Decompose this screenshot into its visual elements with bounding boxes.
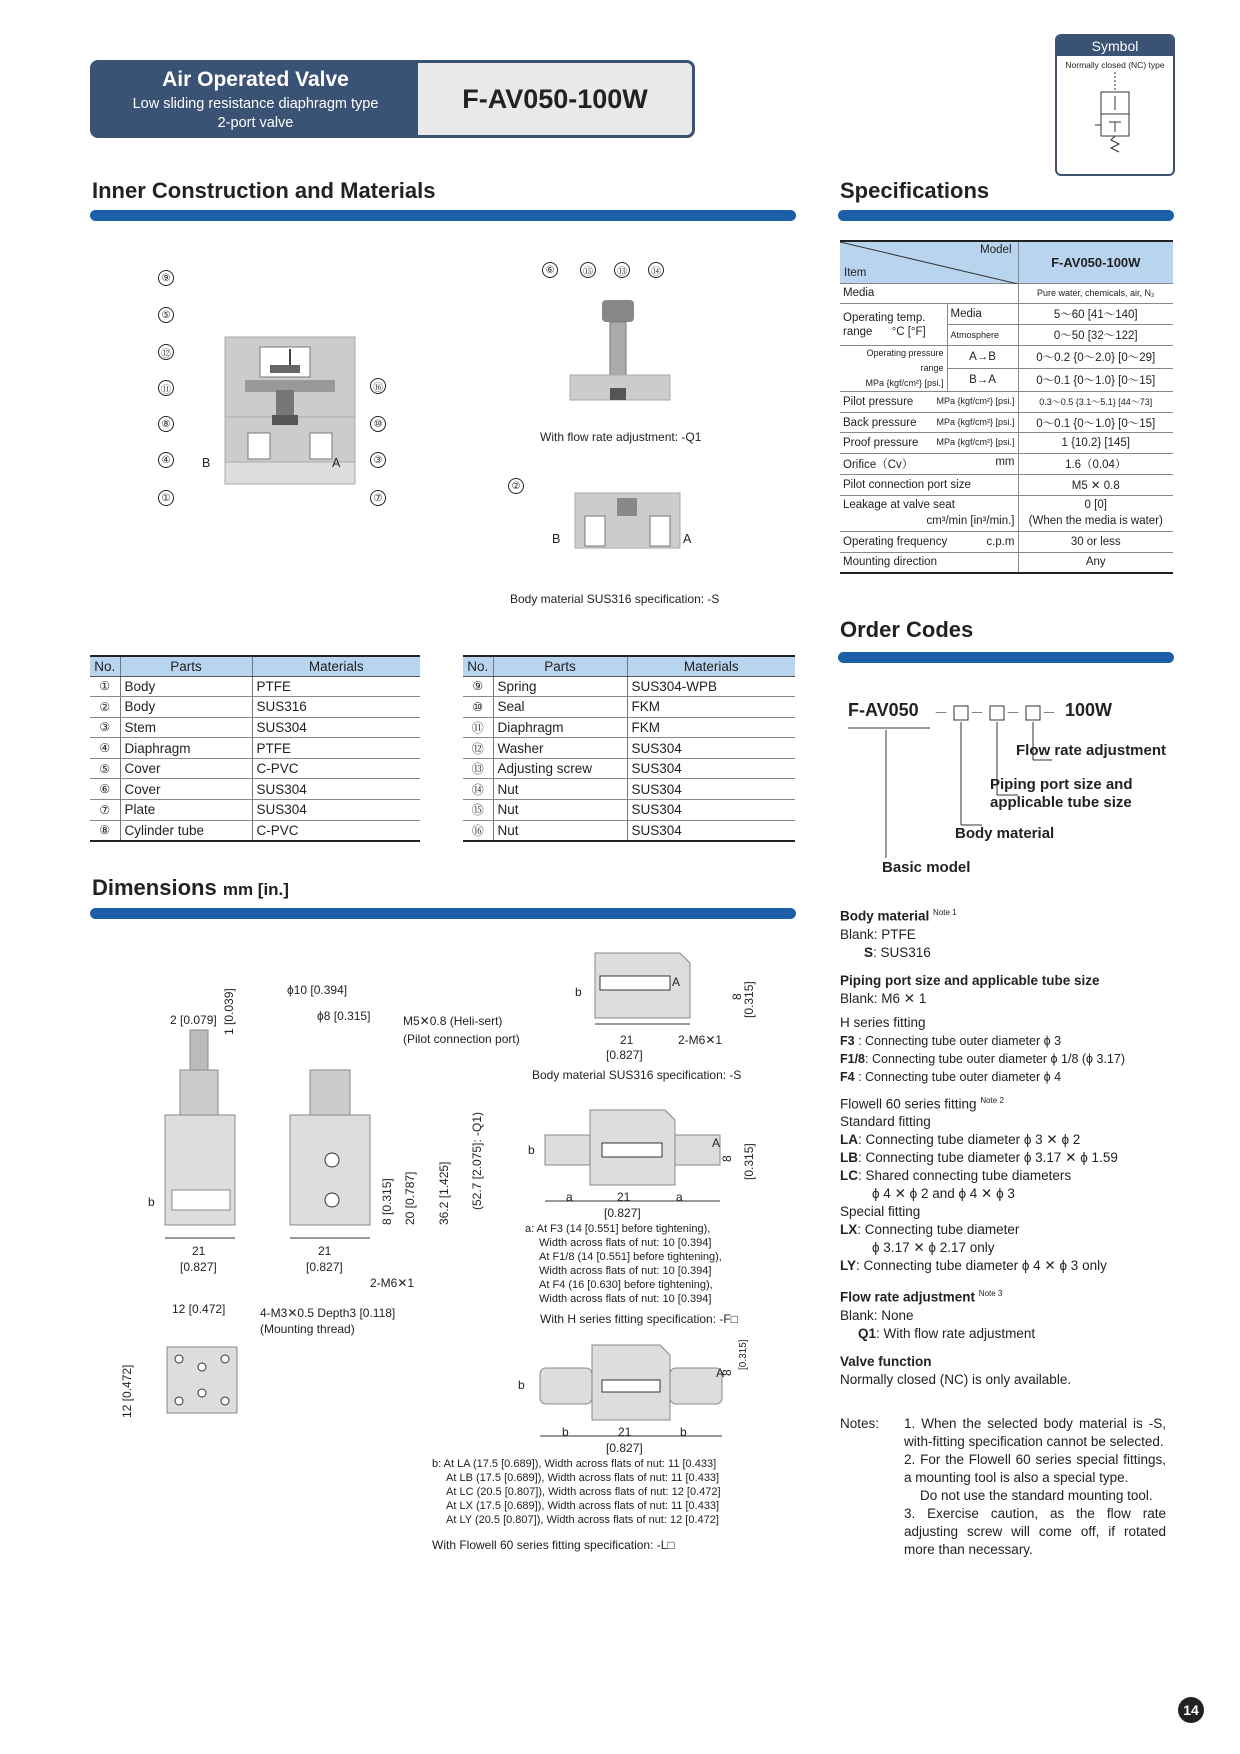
dim-l-eight-in: [0.315]: [738, 1339, 749, 1370]
note-2: 2. For the Flowell 60 series special fittings, a mounting tool is also a special type.: [904, 1451, 1166, 1485]
port-b-label: B: [202, 456, 211, 470]
lc-desc-2: ϕ 4 ✕ ϕ 2 and ϕ 4 ✕ ϕ 3: [872, 1186, 1015, 1201]
dim-s-w21in: [0.827]: [606, 1048, 643, 1062]
spec-value: 1.6（0.04）: [1018, 454, 1173, 475]
doc-title: Air Operated Valve: [162, 68, 349, 91]
spec-sub: Media: [947, 304, 1018, 325]
dim-f-b: b: [528, 1143, 535, 1157]
spec-value: 0～0.1 {0～1.0} [0～15]: [1018, 368, 1173, 391]
spec-item: Operating pressure range MPa {kgf/cm²} [psi.]: [840, 345, 947, 391]
spec-item: Media: [840, 283, 1018, 304]
spec-item: Orifice（Cv） mm: [840, 454, 1018, 475]
spec-value: 0.3～0.5 {3.1～5.1} [44～73]: [1018, 391, 1173, 412]
flowell-title: Flowell 60 series fitting: [840, 1096, 977, 1111]
spec-item: Leakage at valve seat cm³/min [in³/min.]: [840, 495, 1018, 531]
dim-s-m6: 2-M6✕1: [678, 1033, 723, 1047]
ly-desc: : Connecting tube diameter ϕ 4 ✕ ϕ 3 only: [856, 1258, 1107, 1273]
dim-h8: 8 [0.315]: [380, 1178, 394, 1225]
spec-value: 0～50 [32～122]: [1018, 325, 1173, 346]
dim-m6-a: 2-M6✕1: [370, 1276, 415, 1290]
order-label-basic: Basic model: [882, 859, 971, 876]
s-drawing: [555, 488, 705, 558]
callout-10: ⑩: [370, 416, 386, 432]
dim-w21-a: 21: [192, 1244, 206, 1258]
dim-h12: 12 [0.472]: [120, 1364, 134, 1418]
dim-b-label: b: [148, 1195, 155, 1209]
flow-title: Flow rate adjustment: [840, 1289, 976, 1305]
q1-desc: : With flow rate adjustment: [876, 1325, 1036, 1341]
callout-8: ⑧: [158, 416, 174, 432]
page-number: 14: [1178, 1697, 1204, 1723]
dim-f-a: A: [712, 1136, 721, 1150]
dim-w21in-b: [0.827]: [306, 1260, 343, 1274]
lc-desc: : Shared connecting tube diameters: [858, 1168, 1072, 1183]
order-bar: [838, 652, 1174, 663]
spec-item: Proof pressure MPa {kgf/cm²} [psi.]: [840, 433, 1018, 454]
spec-item: Mounting direction: [840, 552, 1018, 573]
dim-h1: 1 [0.039]: [222, 988, 236, 1035]
dim-d10: ϕ10 [0.394]: [287, 983, 348, 997]
dim-pilot: (Pilot connection port): [403, 1032, 520, 1046]
dim-l-b1: b: [562, 1425, 569, 1439]
parts-table-left: No. Parts Materials ① Body PTFE ② Body SUS316 ③ Stem SUS304 ④ Diaphragm PTFE ⑤ Cover C-PVC ⑥ Cover SUS304 ⑦ Plate SUS304 ⑧ Cylinder tube C-PVC: [90, 655, 420, 842]
svg-text:－: －: [1042, 705, 1056, 721]
dims-bar: [90, 908, 796, 919]
spec-bar: [838, 210, 1174, 221]
table-row: ② Body SUS316: [90, 697, 420, 718]
table-row: ⑦ Plate SUS304: [90, 800, 420, 821]
q1-drawing: [555, 290, 685, 410]
symbol-box: [1055, 34, 1175, 176]
spec-value: Pure water, chemicals, air, N₂: [1018, 283, 1173, 304]
inner-heading: Inner Construction and Materials: [92, 178, 436, 203]
table-row: ⑪ Diaphragm FKM: [463, 717, 795, 738]
dim-s-w21: 21: [620, 1033, 634, 1047]
callout-1: ①: [158, 490, 174, 506]
spec-value: 1 {10.2} [145]: [1018, 433, 1173, 454]
dim-s-a: A: [672, 975, 681, 989]
spec-sub: Atmosphere: [947, 325, 1018, 346]
callout-11: ⑪: [158, 380, 174, 396]
table-row: ⑫ Washer SUS304: [463, 738, 795, 759]
table-row: ⑩ Seal FKM: [463, 697, 795, 718]
order-label-port-2: applicable tube size: [990, 794, 1132, 811]
spec-value: 0 [0] (When the media is water): [1018, 495, 1173, 531]
table-row: ④ Diaphragm PTFE: [90, 738, 420, 759]
svg-text:－: －: [934, 705, 948, 721]
table-row: ⑬ Adjusting screw SUS304: [463, 758, 795, 779]
dim-m3a: 4-M3✕0.5 Depth3 [0.118]: [260, 1306, 396, 1320]
order-label-flow: Flow rate adjustment: [1016, 742, 1167, 759]
a-notes: a: At F3 (14 [0.551] before tightening), Width across flats of nut: 10 [0.394] At F1/8 (14 [0.551] before tightening), Width across flats of nut: 10 [0.394] At F4 (16 [0.630] before tightening), Width across flats of nut: 10 [0.394]: [525, 1223, 722, 1305]
body-s-key: S: [864, 944, 874, 960]
caption-dims-f: With H series fitting specification: -F□: [540, 1312, 738, 1326]
symbol-title: Symbol: [1057, 36, 1173, 56]
callout-7: ⑦: [370, 490, 386, 506]
spec-heading: Specifications: [840, 178, 990, 203]
table-row: ⑮ Nut SUS304: [463, 800, 795, 821]
valve-symbol-icon: [1057, 70, 1173, 170]
note-3: 3. Exercise caution, as the flow rate adjusting screw will come off, if rotated more than necessary.: [904, 1505, 1166, 1557]
f18-desc: : Connecting tube outer diameter ϕ 1/8 (ϕ 3.17): [865, 1051, 1125, 1066]
standard-fitting: Standard fitting: [840, 1114, 931, 1129]
dim-f-eight-in: [0.315]: [742, 1143, 756, 1180]
valve-desc: Normally closed (NC) is only available.: [840, 1371, 1072, 1387]
spec-sub: B→A: [947, 368, 1018, 391]
callout-3: ③: [370, 452, 386, 468]
order-base: F-AV050: [848, 700, 919, 720]
port-title: Piping port size and applicable tube size: [840, 972, 1100, 988]
order-details: Body material $^{Note 1}$ Blank: PTFE S: SUS316 Piping port size and applicable tube size Blank: M6 ✕ 1 H series fitting F3 : Connecting tube outer diameter ϕ 3 F1/8: Connecting tube outer diameter ϕ 1/8 (ϕ 3.17) F4 : Connecting tube outer diameter ϕ 4 Flowell 60 series fitting $^{Note 2}$ Standard fitting LA: Connecting tube diameter ϕ 3 ✕ ϕ 2 LB: Connecting tube diameter ϕ 3.17 ✕ ϕ 1.59 LC: Shared connecting tube diameters ϕ 4 ✕ ϕ 2 and ϕ 4 ✕ ϕ 3 Special fitting LX: Connecting tube diameter ϕ 3.17 ✕ ϕ 2.17 only LY: Connecting tube diameter ϕ 4 ✕ ϕ 3 only Flow rate adjustment $^{Note 3}$ Blank: None Q1: With flow rate adjustment Valve function Normally closed (NC) is only available. Notes: 1. When the selected body material is -S, with-fitting specification cannot be selected. 2. For the Flowell 60 series special fittings, a mounting tool is also a special type. Do not use the standard mounting tool. 3. Exercise caution, as the flow rate adjusting screw will come off, if rotated more than necessary.: [840, 904, 1170, 1559]
callout-4: ④: [158, 452, 174, 468]
callout-12: ⑫: [158, 344, 174, 360]
table-row: ⑤ Cover C-PVC: [90, 758, 420, 779]
h-series: H series fitting: [840, 1014, 926, 1030]
mount-hole-drawing: [165, 1345, 245, 1420]
lx-desc: : Connecting tube diameter: [857, 1222, 1020, 1237]
body-s: : SUS316: [873, 944, 931, 960]
callout-16: ⑯: [370, 378, 386, 394]
dim-l-eight: 8: [720, 1369, 734, 1376]
title-box: [90, 60, 695, 138]
special-fitting: Special fitting: [840, 1204, 921, 1219]
table-row: ⑭ Nut SUS304: [463, 779, 795, 800]
b-notes: b: At LA (17.5 [0.689]), Width across flats of nut: 11 [0.433] At LB (17.5 [0.689]), Width across flats of nut: 11 [0.433] At LC (20.5 [0.807]), Width across flats of nut: 12 [0.472] At LX (17.5 [0.689]), Width across flats of nut: 11 [0.433] At LY (20.5 [0.807]), Width across flats of nut: 12 [0.472]: [432, 1458, 721, 1526]
f3-desc: : Connecting tube outer diameter ϕ 3: [854, 1033, 1062, 1048]
s-port-b: B: [552, 532, 561, 546]
dim-h52: (52.7 [2.075]: -Q1): [470, 1111, 484, 1210]
dim-h20: 20 [0.787]: [403, 1171, 417, 1225]
dim-f-eight: 8: [720, 1155, 734, 1162]
dim-h36: 36.2 [1.425]: [437, 1161, 451, 1225]
note-1-ref: Note 1: [933, 908, 957, 917]
dim-s-eight: 8: [730, 993, 744, 1000]
dim-w21-b: 21: [318, 1244, 332, 1258]
spec-model: F-AV050-100W: [1018, 241, 1173, 283]
table-row: ③ Stem SUS304: [90, 717, 420, 738]
callout-6: ⑥: [542, 262, 558, 278]
dim-f-w21in: [0.827]: [604, 1206, 641, 1220]
flow-blank: Blank: None: [840, 1307, 914, 1323]
spec-value: Any: [1018, 552, 1173, 573]
dims-drawing-main: [140, 1000, 400, 1270]
doc-subtitle-2: 2-port valve: [217, 115, 294, 131]
spec-item: Back pressure MPa {kgf/cm²} [psi.]: [840, 412, 1018, 433]
dim-f-a1: a: [566, 1190, 573, 1204]
parts-table-right: No. Parts Materials ⑨ Spring SUS304-WPB ⑩ Seal FKM ⑪ Diaphragm FKM ⑫ Washer SUS304 ⑬ Adjusting screw SUS304 ⑭ Nut SUS304 ⑮ Nut SUS304 ⑯ Nut SUS304: [463, 655, 795, 842]
spec-item: Pilot connection port size: [840, 475, 1018, 496]
table-row: ① Body PTFE: [90, 676, 420, 697]
callout-13: ⑬: [614, 262, 630, 278]
spec-item: Operating temp. range °C [°F]: [840, 304, 947, 346]
caption-dims-l: With Flowell 60 series fitting specification: -L□: [432, 1538, 675, 1552]
spec-value: 0～0.2 {0～2.0} [0～29]: [1018, 345, 1173, 368]
svg-text:－: －: [970, 705, 984, 721]
la-desc: : Connecting tube diameter ϕ 3 ✕ ϕ 2: [858, 1132, 1081, 1147]
spec-header-cell: [840, 241, 1018, 283]
lx-desc-2: ϕ 3.17 ✕ ϕ 2.17 only: [872, 1240, 995, 1255]
dim-s-b: b: [575, 985, 582, 999]
dim-l-a: A: [716, 1366, 725, 1380]
callout-14: ⑭: [648, 262, 664, 278]
spec-value: M5 ✕ 0.8: [1018, 475, 1173, 496]
lb-desc: : Connecting tube diameter ϕ 3.17 ✕ ϕ 1.59: [858, 1150, 1118, 1165]
spec-value: 30 or less: [1018, 531, 1173, 552]
spec-model-label: Model: [980, 244, 1012, 256]
dim-f-a2: a: [676, 1190, 683, 1204]
spec-value: 5～60 [41～140]: [1018, 304, 1173, 325]
port-blank: Blank: M6 ✕ 1: [840, 990, 927, 1006]
dim-w12: 12 [0.472]: [172, 1302, 226, 1316]
caption-q1: With flow rate adjustment: -Q1: [540, 430, 702, 444]
spec-table: [840, 240, 1173, 574]
table-row: ⑧ Cylinder tube C-PVC: [90, 820, 420, 841]
port-a-label: A: [332, 456, 341, 470]
dim-l-b2: b: [680, 1425, 687, 1439]
valve-title: Valve function: [840, 1353, 932, 1369]
inner-bar: [90, 210, 796, 221]
dim-f-w21: 21: [617, 1190, 631, 1204]
order-heading: Order Codes: [840, 617, 974, 642]
order-label-port-1: Piping port size and: [990, 776, 1133, 793]
dim-m5: M5✕0.8 (Heli-sert): [403, 1014, 503, 1028]
dim-s-eight-in: [0.315]: [742, 981, 756, 1018]
spec-value: 0～0.1 {0～1.0} [0～15]: [1018, 412, 1173, 433]
note-2b: Do not use the standard mounting tool.: [920, 1487, 1153, 1503]
note-1: 1. When the selected body material is -S, with-fitting specification cannot be selected.: [904, 1415, 1166, 1449]
spec-item: Pilot pressure MPa {kgf/cm²} [psi.]: [840, 391, 1018, 412]
dim-w21in-a: [0.827]: [180, 1260, 217, 1274]
title-left: [93, 63, 418, 135]
notes: Notes: 1. When the selected body material is -S, with-fitting specification cannot be selected. 2. For the Flowell 60 series special fittings, a mounting tool is also a special type. Do not use the standard mounting tool. 3. Exercise caution, as the flow rate adjusting screw will come off, if rotated more than necessary.: [840, 1415, 1166, 1557]
table-row: ⑨ Spring SUS304-WPB: [463, 676, 795, 697]
svg-text:－: －: [1006, 705, 1020, 721]
caption-dims-s: Body material SUS316 specification: -S: [532, 1068, 742, 1082]
spec-item: Operating frequency c.p.m: [840, 531, 1018, 552]
spec-item-label: Item: [844, 266, 867, 279]
f4-desc: : Connecting tube outer diameter ϕ 4: [854, 1069, 1062, 1084]
dim-l-w21in: [0.827]: [606, 1441, 643, 1455]
dim-l-b: b: [518, 1378, 525, 1392]
table-row: ⑥ Cover SUS304: [90, 779, 420, 800]
dims-drawing-s: [590, 948, 740, 1028]
dim-w2: 2 [0.079]: [170, 1013, 217, 1027]
dim-l-w21: 21: [618, 1425, 632, 1439]
dims-heading: Dimensions mm [in.]: [92, 875, 289, 900]
table-row: ⑯ Nut SUS304: [463, 820, 795, 841]
callout-2: ②: [508, 478, 524, 494]
callout-5: ⑤: [158, 307, 174, 323]
callout-9: ⑨: [158, 270, 174, 286]
doc-subtitle-1: Low sliding resistance diaphragm type: [132, 96, 379, 112]
symbol-caption: Normally closed (NC) type: [1065, 60, 1165, 70]
caption-s: Body material SUS316 specification: -S: [510, 592, 720, 606]
dim-d8: ϕ8 [0.315]: [317, 1009, 371, 1023]
model-name: F-AV050-100W: [418, 63, 692, 135]
dim-m3b: (Mounting thread): [260, 1322, 355, 1336]
body-material-title: Body material: [840, 908, 930, 924]
s-port-a: A: [683, 532, 692, 546]
callout-15: ⑮: [580, 262, 596, 278]
spec-sub: A→B: [947, 345, 1018, 368]
order-label-body: Body material: [955, 825, 1055, 842]
order-suffix: 100W: [1065, 700, 1113, 720]
body-blank: Blank: PTFE: [840, 926, 916, 942]
